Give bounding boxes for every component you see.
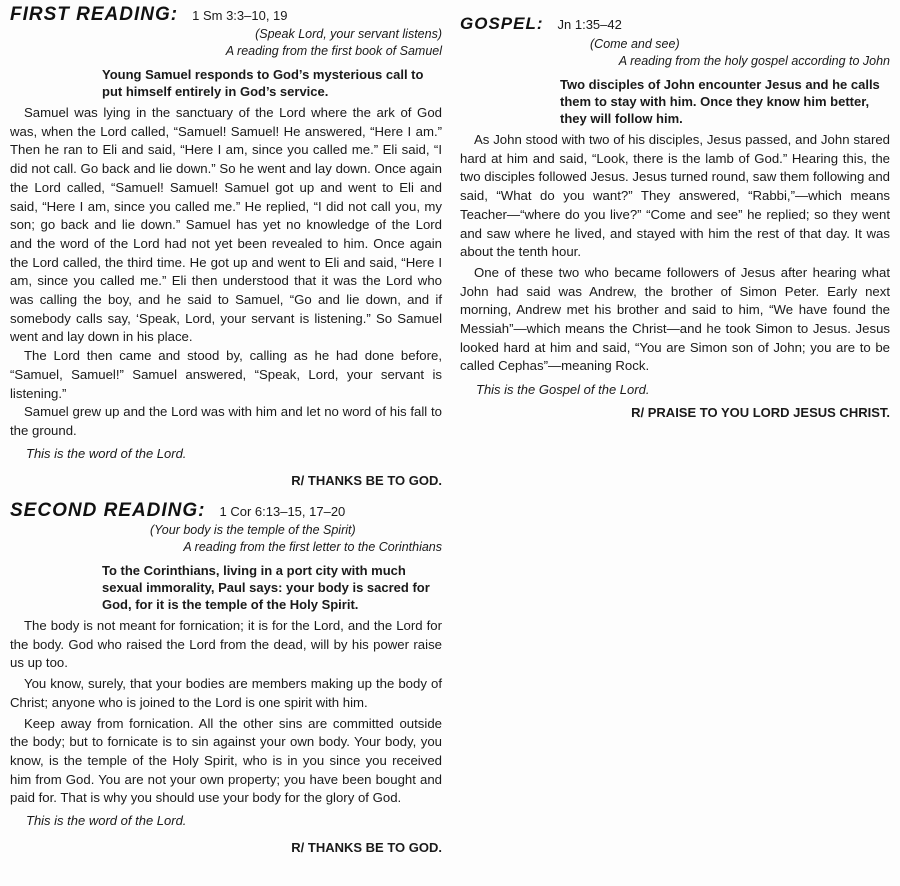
first-reading-source: A reading from the first book of Samuel xyxy=(225,44,442,58)
gospel-reference: Jn 1:35–42 xyxy=(557,17,622,32)
second-reading-heading xyxy=(10,500,442,522)
gospel-paragraph: One of these two who became followers of Jesus after hearing what John had said was Andrew, the brother of Simon Peter. Early next morning, Andrew met his brother and said to him, “We have found the Messiah”—which means the Christ—and he took Simon to Jesus. Jesus looked hard at him and said, “You are Simon son of John; you are to be called Cephas”—meaning Rock. xyxy=(460,264,890,374)
second-reading-source: A reading from the first letter to the Corinthians xyxy=(183,540,442,554)
gospel-source: A reading from the holy gospel according to John xyxy=(618,54,890,68)
first-reading-theme: (Speak Lord, your servant listens) xyxy=(255,27,442,41)
first-reading-paragraph: Samuel grew up and the Lord was with him and let no word of his fall to the ground. xyxy=(10,404,442,438)
second-reading-paragraph: The body is not meant for fornication; it is for the Lord, and the Lord for the body. God who raised the Lord from the dead, will by his power raise us up too. xyxy=(10,618,442,671)
gospel-title: GOSPEL: xyxy=(460,14,544,33)
second-reading-title: SECOND READING: xyxy=(10,500,206,521)
second-reading-paragraph: Keep away from fornication. All the other sins are committed outside the body; but to fornicate is to sin against your own body. Your body, you know, is the temple of the Holy Spirit, who is in you since you received him from God. You are not your own property; you have been bought and paid for. That is why you should use your body for the glory of God. xyxy=(10,715,442,806)
first-reading xyxy=(10,4,442,488)
first-reading-reference: 1 Sm 3:3–10, 19 xyxy=(192,8,288,23)
gospel-paragraph: As John stood with two of his disciples, Jesus passed, and John stared hard at him and said, “Look, there is the lamb of God.” Hearing this, the two disciples followed Jesus. Jesus turned round, saw them following and said, “What do you want?” They answered, “Rabbi,”—which means Teacher—“where do you live?” “Come and see” he replied; so they went and saw where he lived, and stayed with him the rest of that day. It was about the tenth hour. xyxy=(460,132,890,260)
second-reading-closing: This is the word of the Lord. xyxy=(26,813,187,829)
second-reading xyxy=(10,500,442,855)
first-reading-paragraph: The Lord then came and stood by, calling as he had done before, “Samuel, Samuel!” Samuel answered, “Speak, Lord, your servant is listening.” xyxy=(10,348,442,401)
gospel-closing: This is the Gospel of the Lord. xyxy=(476,382,650,398)
first-reading-closing: This is the word of the Lord. xyxy=(26,445,187,461)
gospel-summary: Two disciples of John encounter Jesus and he calls them to stay with him. Once they know him better, they will follow him. xyxy=(560,77,880,126)
gospel-theme: (Come and see) xyxy=(590,37,680,51)
first-reading-title: FIRST READING: xyxy=(10,4,179,25)
first-reading-heading xyxy=(10,4,442,26)
gospel-heading xyxy=(460,14,890,36)
second-reading-reference: 1 Cor 6:13–15, 17–20 xyxy=(219,504,346,519)
gospel-response: R/ PRAISE TO YOU LORD JESUS CHRIST. xyxy=(631,405,890,421)
second-reading-theme: (Your body is the temple of the Spirit) xyxy=(150,523,356,537)
gospel-reading xyxy=(460,14,890,420)
second-reading-paragraph: You know, surely, that your bodies are members making up the body of Christ; anyone who is joined to the Lord is one spirit with him. xyxy=(10,676,442,710)
first-reading-response: R/ THANKS BE TO GOD. xyxy=(291,472,442,488)
first-reading-paragraph: Samuel was lying in the sanctuary of the Lord where the ark of God was, when the Lord called, “Samuel! Samuel! He answered, “Here I am.” Then he ran to Eli and said, “Here I am, since you called me.” Eli said, “I did not call. Go back and lie down.” So he went and lay down. Once again the Lord called, “Samuel! Samuel! Samuel got up and went to Eli and said, “Here I am, since you called me.” He replied, “I did not call you, my son; go back and lie down.” Samuel has yet no knowledge of the Lord and the word of the Lord had not yet been revealed to him. Once again the Lord called, the third time. He got up and went to Eli and said, “Here I am, since you called me.” Eli then understood that it was the Lord who was calling the boy, and he said to Samuel, “Go and lie down, and if somebody calls say, ‘Speak, Lord, your servant is listening.” So Samuel went and lay down in his place. xyxy=(10,105,442,345)
second-reading-summary: To the Corinthians, living in a port city with much sexual immorality, Paul says: your body is sacred for God, for it is the temple of the Holy Spirit. xyxy=(102,563,430,612)
second-reading-response: R/ THANKS BE TO GOD. xyxy=(291,840,442,856)
first-reading-summary: Young Samuel responds to God’s mysterious call to put himself entirely in God’s service. xyxy=(102,67,424,99)
